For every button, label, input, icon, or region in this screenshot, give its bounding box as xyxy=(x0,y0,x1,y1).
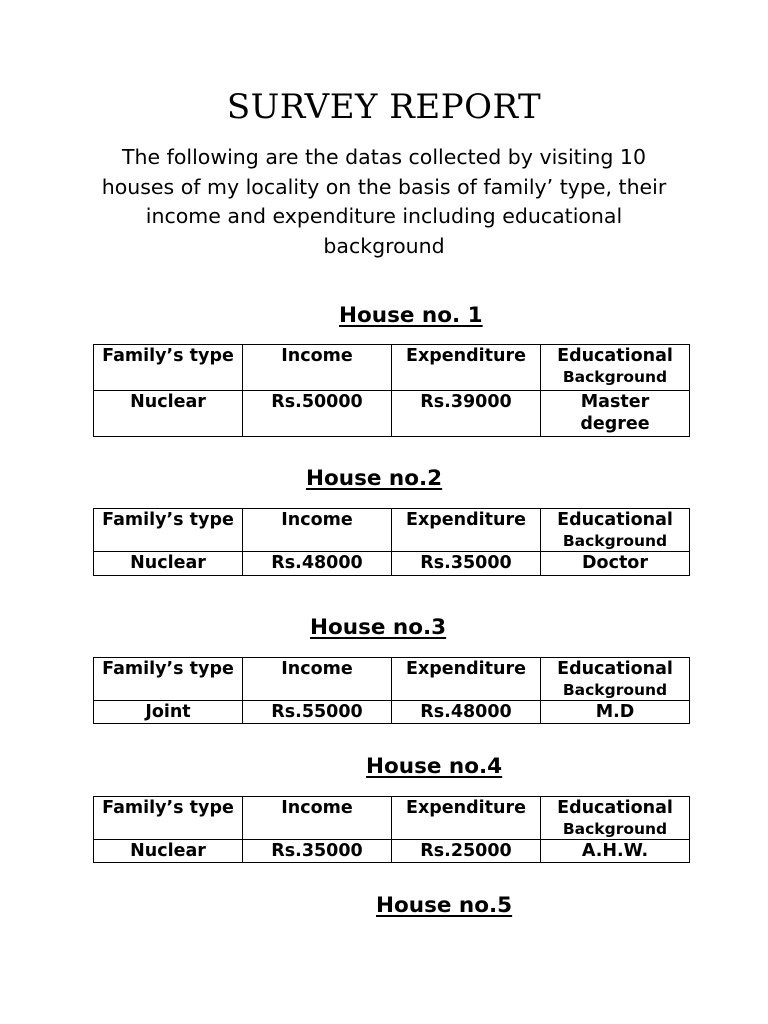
table-row xyxy=(94,391,690,437)
cell-family-type: Nuclear xyxy=(94,552,243,576)
cell-education: Doctor xyxy=(541,552,690,576)
cell-income: Rs.35000 xyxy=(243,840,392,863)
house-heading-3: House no.3 xyxy=(310,615,447,640)
house-heading-2: House no.2 xyxy=(306,466,443,491)
cell-income: Rs.55000 xyxy=(243,701,392,724)
cell-expenditure: Rs.39000 xyxy=(392,391,541,437)
column-header-background: Background xyxy=(562,532,668,550)
column-header-expenditure: Expenditure xyxy=(392,509,541,552)
cell-education: A.H.W. xyxy=(541,840,690,863)
table-header-row xyxy=(94,797,690,840)
table-row xyxy=(94,552,690,576)
table-row xyxy=(94,840,690,863)
column-header-expenditure: Expenditure xyxy=(392,658,541,701)
column-header-educational-background xyxy=(541,509,690,552)
column-header-family-type: Family’s type xyxy=(94,509,243,552)
table-header-row xyxy=(94,509,690,552)
column-header-educational: Educational xyxy=(557,346,673,366)
column-header-background: Background xyxy=(562,368,668,386)
house-table-4 xyxy=(93,796,690,863)
table-header-row xyxy=(94,658,690,701)
column-header-income: Income xyxy=(243,658,392,701)
cell-family-type: Nuclear xyxy=(94,840,243,863)
house-heading-1: House no. 1 xyxy=(339,303,483,328)
table-header-row xyxy=(94,345,690,391)
column-header-background: Background xyxy=(562,820,668,838)
cell-family-type: Joint xyxy=(94,701,243,724)
house-table-2 xyxy=(93,508,690,576)
cell-income: Rs.50000 xyxy=(243,391,392,437)
house-heading-4: House no.4 xyxy=(366,754,503,779)
cell-expenditure: Rs.35000 xyxy=(392,552,541,576)
column-header-background: Background xyxy=(562,681,668,699)
column-header-income: Income xyxy=(243,509,392,552)
cell-family-type: Nuclear xyxy=(94,391,243,437)
cell-education: M.D xyxy=(541,701,690,724)
column-header-income: Income xyxy=(243,345,392,391)
column-header-educational: Educational xyxy=(557,659,673,679)
intro-paragraph: The following are the datas collected by visiting 10 houses of my locality on the basis of family’ type, their income and expenditure including educational background xyxy=(101,145,667,258)
column-header-family-type: Family’s type xyxy=(94,658,243,701)
column-header-expenditure: Expenditure xyxy=(392,797,541,840)
house-heading-5: House no.5 xyxy=(376,893,513,918)
cell-education: Master degree xyxy=(541,391,690,437)
house-table-1 xyxy=(93,344,690,437)
column-header-educational-background xyxy=(541,658,690,701)
table-row xyxy=(94,701,690,724)
column-header-educational: Educational xyxy=(557,798,673,818)
column-header-educational: Educational xyxy=(557,510,673,530)
house-table-3 xyxy=(93,657,690,724)
column-header-income: Income xyxy=(243,797,392,840)
cell-income: Rs.48000 xyxy=(243,552,392,576)
column-header-family-type: Family’s type xyxy=(94,797,243,840)
column-header-expenditure: Expenditure xyxy=(392,345,541,391)
cell-expenditure: Rs.25000 xyxy=(392,840,541,863)
column-header-family-type: Family’s type xyxy=(94,345,243,391)
column-header-educational-background xyxy=(541,345,690,391)
page-title: SURVEY REPORT xyxy=(226,87,542,127)
cell-expenditure: Rs.48000 xyxy=(392,701,541,724)
column-header-educational-background xyxy=(541,797,690,840)
